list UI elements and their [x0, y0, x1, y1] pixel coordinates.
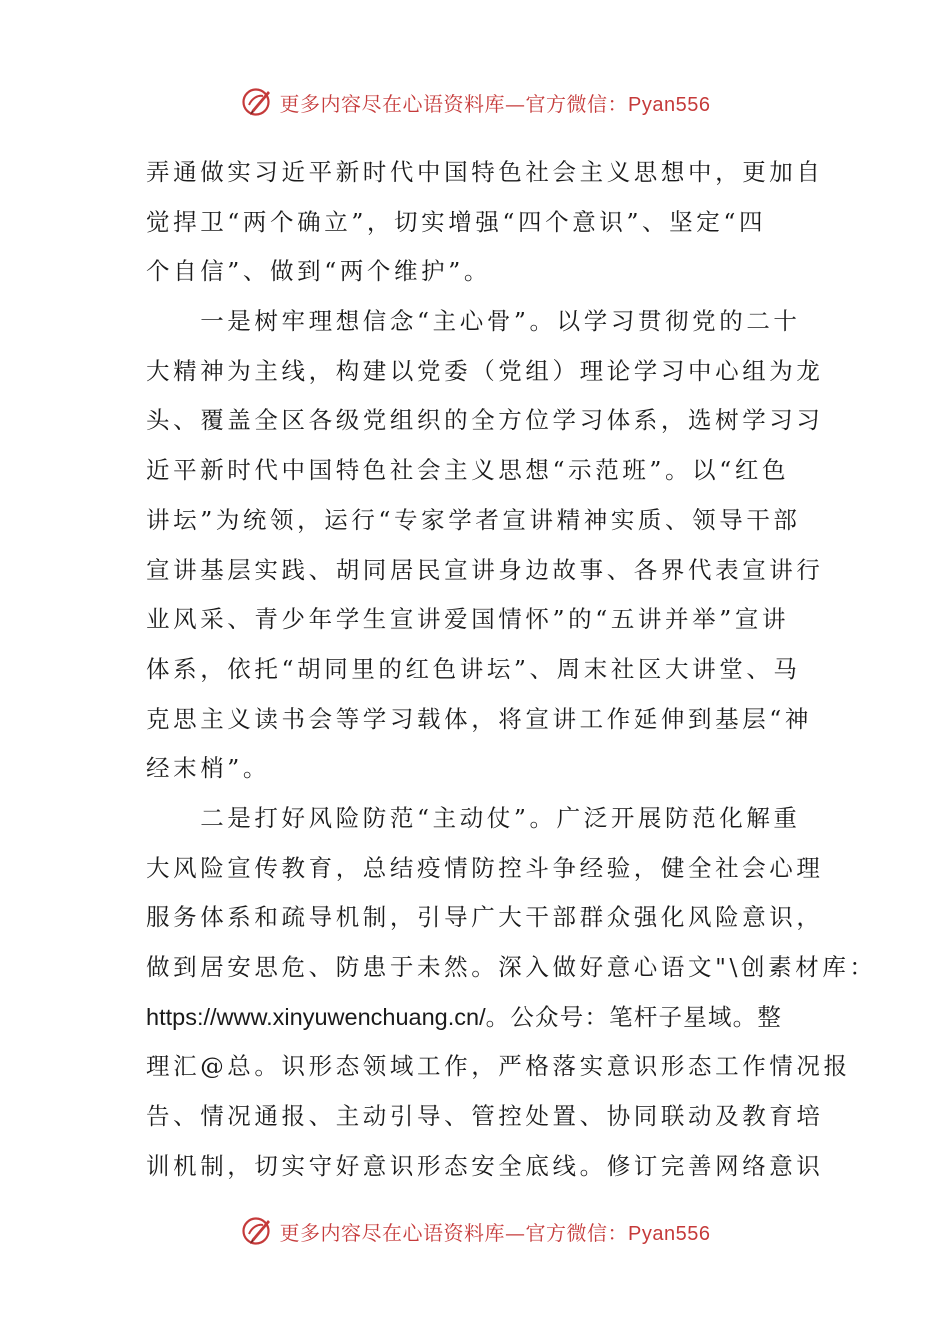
pen-logo-icon: [240, 1214, 274, 1248]
paragraph-line: 服务体系和疏导机制，引导广大干部群众强化风险意识，: [146, 903, 824, 932]
header-wechat-id: Pyan556: [628, 93, 711, 116]
footer-banner: [0, 1211, 950, 1251]
paragraph-line: 大风险宣传教育，总结疫情防控斗争经验，健全社会心理: [146, 853, 824, 882]
footer-banner-text: 更多内容尽在心语资料库—官方微信：Pyan556: [279, 1220, 711, 1245]
paragraph-line: 个自信”、做到“两个维护”。: [146, 257, 491, 286]
paragraph-line: 告、情况通报、主动引导、管控处置、协同联动及教育培: [146, 1102, 824, 1131]
pen-logo-icon: [240, 85, 274, 119]
paragraph-line: 觉捍卫“两个确立”，切实增强“四个意识”、坚定“四: [146, 207, 767, 236]
paragraph-line: 弄通做实习近平新时代中国特色社会主义思想中，更加自: [146, 158, 824, 186]
paragraph-line-url: [146, 993, 810, 1043]
paragraph-line: 训机制，切实守好意识形态安全底线。修订完善网络意识: [146, 1151, 824, 1180]
paragraph-line: 理汇@总。识形态领域工作，严格落实意识形态工作情况报: [146, 1052, 851, 1081]
document-body: [146, 148, 877, 1191]
paragraph-line: 宣讲基层实践、胡同居民宣讲身边故事、各界代表宣讲行: [146, 555, 824, 584]
footer-wechat-id: Pyan556: [628, 1222, 711, 1245]
paragraph-line: 一是树牢理想信念“主心骨”。以学习贯彻党的二十: [146, 307, 801, 336]
paragraph-line: 体系，依托“胡同里的红色讲坛”、周末社区大讲堂、马: [146, 654, 801, 683]
header-banner: [0, 82, 950, 122]
paragraph-line: 二是打好风险防范“主动仗”。广泛开展防范化解重: [146, 803, 801, 832]
paragraph-line: 业风采、青少年学生宣讲爱国情怀”的“五讲并举”宣讲: [146, 605, 790, 634]
paragraph-line: 做到居安思危、防患于未然。深入做好意心语文"\创素材库：: [146, 953, 877, 981]
paragraph-line: 克思主义读书会等学习载体，将宣讲工作延伸到基层“神: [146, 704, 813, 733]
website-url: https://www.xinyuwenchuang.cn/: [146, 1003, 486, 1030]
paragraph-line: 近平新时代中国特色社会主义思想“示范班”。以“红色: [146, 456, 790, 485]
paragraph-line: 经末梢”。: [146, 754, 271, 783]
paragraph-line: 头、覆盖全区各级党组织的全方位学习体系，选树学习习: [146, 406, 824, 435]
header-banner-text: 更多内容尽在心语资料库—官方微信：Pyan556: [279, 91, 711, 116]
paragraph-line: 大精神为主线，构建以党委（党组）理论学习中心组为龙: [146, 356, 824, 385]
url-suffix-text: 。公众号：笔杆子星域。整: [485, 1002, 783, 1031]
paragraph-line: 讲坛”为统领，运行“专家学者宣讲精神实质、领导干部: [146, 505, 801, 534]
